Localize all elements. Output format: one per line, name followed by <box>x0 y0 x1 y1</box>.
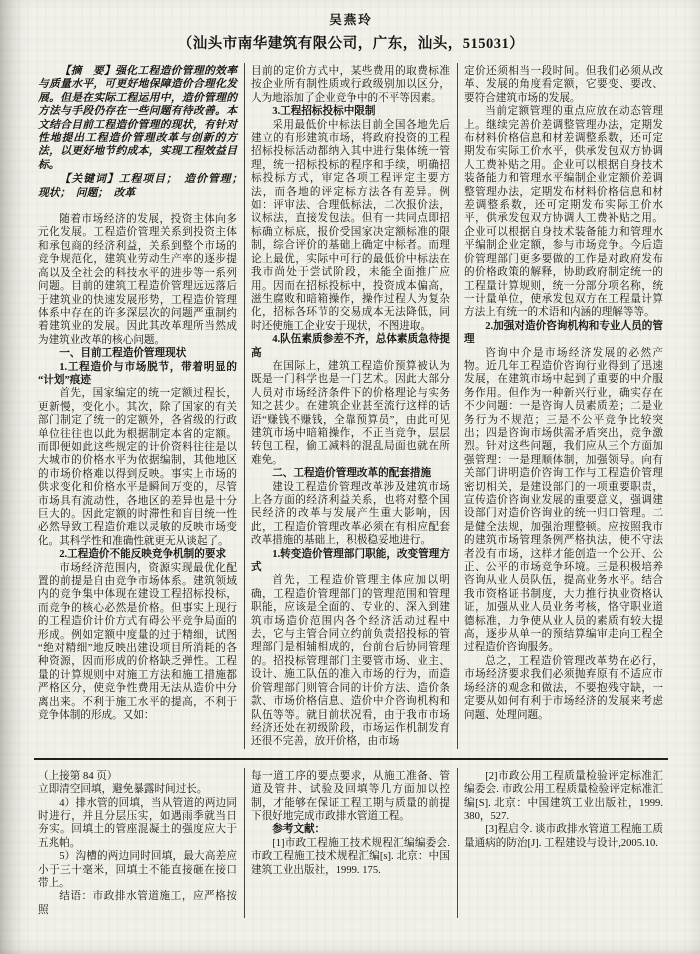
paragraph: 首先，国家编定的统一定额过程长，更新慢，变化小。其次，除了国家的有关部门制定了统一的定额外，各省级的行政单位往往也以此为根据制定本省的定额。而即便如此这些规定的计价资料往往是以大城市的价格水平为依据编制，其他地区的市场价格难以得到反映。事实上市场的供求变化和价格水平是瞬间万变的，尽管市场具有流动性，各地区的差异也是十分巨大的。因此定额的时滞性和盲目统一性必然导致工程造价难以灵敏的反映市场变化。其科学性和准确性就更无从谈起了。 <box>38 388 237 547</box>
column-right <box>457 63 670 749</box>
paragraph: 立即清空回填，避免暴露时间过长。 <box>38 784 208 796</box>
section-heading: 2.工程造价不能反映竞争机制的要求 <box>59 549 227 561</box>
paragraph: 每一道工序的要点要求，从施工准备、管道及管井、试验及回填等几方面加以控制，才能够在保证工程工期与质量的前提下很好地完成市政排水管道工程。 <box>251 770 450 822</box>
keywords-text: 工程项目； 造价管理； 现状； 问题； 改革 <box>38 173 248 199</box>
reference-entry: [3]程启令. 谈市政排水管道工程施工质量通病的防治[J]. 工程建设与设计,2005.10. <box>464 824 663 849</box>
continuation-middle-paragraphs <box>251 770 450 877</box>
middle-column-paragraphs <box>251 65 450 749</box>
paragraph: 定价还须相当一段时间。但我们必须从改革、发展的角度看定额，它要变、要改、要符合建筑市场的发展。 <box>464 66 663 104</box>
section-heading: 二、工程造价管理改革的配套措施 <box>272 468 432 480</box>
abstract-text: 强化工程造价管理的效率与质量水平，可更好地保障造价合理化发展。但是在实际工程运用中，造价管理的方法与手段仍存在一些问题有待改善。本文结合目前工程造价管理的现状，有针对性地提出工程造价管理改革与创新的方法，以更好地节约成本，实现工程效益目标。 <box>38 65 238 171</box>
paragraph: 目前的定价方式中，某些费用的取费标准按企业所有制性质或行政级别加以区分，人为地添加了企业竞争中的不平等因素。 <box>251 66 450 104</box>
keywords-label: 【关键词】 <box>59 173 119 186</box>
author-affiliation: （汕头市南华建筑有限公司，广东，汕头，515031） <box>177 36 525 52</box>
continuation-body <box>32 768 670 918</box>
continuation-right-paragraphs <box>464 770 663 850</box>
continued-from-note: （上接第 84 页） <box>38 770 118 782</box>
paragraph: 随着市场经济的发展，投资主体向多元化发展。工程造价管理关系到投资主体和承包商的经济利益，关系到整个市场的竞争规范化，建筑业劳动生产率的逐步提高以及全社会的科技水平的进步等一系列问题。目前的建筑工程造价管理远远落后于建筑业的快速发展形势，工程造价管理体系中存在的许多深层次的问题严重制约着建筑业的发展。因此其改革理所当然成为建筑业改革的核心问题。 <box>38 214 237 346</box>
paragraph: 当前定额管理的重点应放在动态管理上。继续完善价差调整管理办法，定期发布材料价格信息和材差调整系数，还可定期发布实际工价水平，供承发包双方协调人工费补贴之用。企业可以根据自身技术装备能力和管理水平编制企业定额价差调整管理办法，定期发布材料价格信息和材差调整系数，还可定期发布实际工价水平，供承发包双方协调人工费补贴之用。企业可以根据自身技术装备能力和管理水平编制企业定额，参与市场竞争。今后造价管理部门更多要做的工作是对政府发布的价格政策的解释，协助政府制定统一的工程量计算规则，统一分部分项名称，统一计量单位，使承发包双方在工程量计算方法上有统一的术语和内涵的理解等等。 <box>464 106 663 319</box>
paragraph: 咨询中介是市场经济发展的必然产物。近几年工程造价咨询行业得到了迅速发展，在建筑市场中起到了重要的中介服务作用。但作为一种新兴行业，确实存在不少问题：一是咨询人员素质差；二是业务行为不规范；三是不公平竞争比较突出；四是咨询市场供需矛盾突出，竞争激烈。针对这些问题，我们应从三个方面加强管理：一是理顺体制，加强领导。向有关部门讲明造价咨询工作与工程造价管理密切相关，是建设部门的一项重要职责，宣传造价咨询业发展的重要意义，强调建设部门对造价咨询业的统一归口管理。二是健全法规，加强治理整顿。应按照我市的建筑市场管理条例严格执法，使不守法者没有市场，这样才能创造一个公开、公正、公平的市场竞争环境。三是积极培养咨询从业人员队伍，提高业务水平。结合我市资格证书制度，大力推行执业资格认证，加强从业人员业务考核，恪守职业道德标准，力争使从业人员的素质有较大提高，逐步从单一的预结算编审走向工程全过程造价咨询服务。 <box>464 347 663 654</box>
column-middle <box>244 63 457 749</box>
continuation-column-middle <box>244 768 457 918</box>
keywords <box>38 173 248 200</box>
references-label: 参考文献： <box>272 824 326 836</box>
article-body <box>32 63 670 749</box>
paragraph: 结语：市政排水管道施工，应严格按照 <box>38 891 237 916</box>
paragraph: 首先，工程造价管理主体应加以明确，工程造价管理部门的管理范围和管理职能，应该是全面的、专业的、深入到建筑市场造价范围内各个经济活动过程中去，它与主管合同立约前负责招投标的管理部门是相辅相成的，台前台后协同管理的。招投标管理部门主要管市场、业主、设计、施工队伍的准入市场的行为，而造价管理部门则管合同的计价方法、造价条款、市场价格信息、造价中介咨询机构和队伍等等。就目前状况看，由于我市市场经济还处在初级阶段，市场运作机制发育还很不完善，放开价格，由市场 <box>251 575 450 748</box>
reference-entry: [1]市政工程施工技术规程汇编编委会. 市政工程施工技术规程汇编[s]. 北京：中国建筑工业出版社，1999. 175. <box>251 837 450 876</box>
section-heading: 1.工程造价与市场脱节，带着明显的“计划”痕迹 <box>38 361 237 386</box>
paragraph: 总之，工程造价管理改革势在必行，市场经济要求我们必须抛弃原有不适应市场经济的观念和做法，不要抱残守缺，一定要从如何有利于市场经济的发展来考虑问题、处理问题。 <box>464 655 663 721</box>
section-heading: 1.转变造价管理部门职能，改变管理方式 <box>251 548 450 574</box>
paragraph: 5）沟槽的两边同时回填，最大高差应小于三十毫米，回填土不能直接砸在接口带上。 <box>38 851 237 889</box>
reference-entry: [2]市政公用工程质量检验评定标准汇编委会. 市政公用工程质量检验评定标准汇编[S]. 北京：中国建筑工业出版社，1999. 380，527. <box>464 770 663 822</box>
continuation-column-right <box>457 768 670 918</box>
abstract <box>38 65 237 172</box>
paragraph: 4）排水管的回填，当从管道的两边同时进行，并且分层压实，如遇雨季就当日夯实。回填土的管座混凝土的强度应大于五兆帕。 <box>38 797 237 849</box>
column-left <box>32 63 248 749</box>
paragraph: 在国际上，建筑工程造价预算被认为既是一门科学也是一门艺术。因此大部分人员对市场经济条件下的价格理论与实务知之甚少。在建筑企业甚至流行这样的话语“赚钱不赚钱，全靠预算员”，由此可见建筑市场中暗箱操作，不正当竞争，层层转包工程，偷工减料的混乱局面也就在所难免。 <box>251 360 450 466</box>
paper-header <box>32 6 670 53</box>
section-heading: 4.队伍素质参差不齐，总体素质急待提高 <box>251 334 450 359</box>
abstract-block <box>38 65 248 200</box>
paragraph: 建设工程造价管理改革涉及建筑市场上各方面的经济利益关系，也将对整个国民经济的改革与发展产生重大影响，因此，工程造价管理改革必须在有相应配套改革措施的基础上，积极稳妥地进行。 <box>251 481 450 547</box>
abstract-label: 【摘 要】 <box>59 65 116 77</box>
paragraph: 采用最低价中标法目前全国各地先后建立的有形建筑市场，将政府投资的工程招标投标活动都纳入其中进行集体统一管理，统一招标投标的程序和手续，明确招标投标方式，审定各项工程评定主要方法，而各地的评定标方法各有差异。例如：评审法、合理低标法，二次报价法，议标法，直接发包法。但有一共同点即招标确立标底，报价受国家决定额标准的限制，综合评价的基础上确定中标者。而理论上最优，实际中可行的最低价中标法在我市尚处于尝试阶段，未能全面推广应用。因而在招标投标中，投资成本偏高，滋生腐败和暗箱操作，操作过程人为复杂化，招标各环节的交易成本无法降低，同时还使施工企业安于现状，不图进取。 <box>251 119 450 332</box>
section-heading: 3.工程招标投标中限制 <box>272 106 376 118</box>
author-name: 吴燕玲 <box>329 13 373 27</box>
section-heading: 一、目前工程造价管理现状 <box>59 348 187 360</box>
continuation-left-paragraphs <box>38 770 237 917</box>
paragraph: 市场经济范围内，资源实现最优化配置的前提是自由竞争市场体系。建筑领域内的竞争集中体现在建设工程招标投标，而竞争的核心必然是价格。但事实上现行的工程造价计价方式有碍公平竞争局面的形成。例如定额中度量的过于精细，试图“绝对精细”地反映出建设项目所消耗的各种资源，因而形成的价格缺乏弹性。工程量的计算规则中对施工方法和施工措施都严格区分，使竞争性费用无法从造价中分离出来。不利于施工水平的提高，不利于竞争体制的形成。又如： <box>38 562 237 722</box>
section-heading: 2.加强对造价咨询机构和专业人员的管理 <box>464 320 663 346</box>
left-column-paragraphs <box>38 213 237 722</box>
section-divider-rule <box>34 758 668 760</box>
right-column-paragraphs <box>464 65 663 722</box>
continuation-column-left <box>32 768 244 918</box>
